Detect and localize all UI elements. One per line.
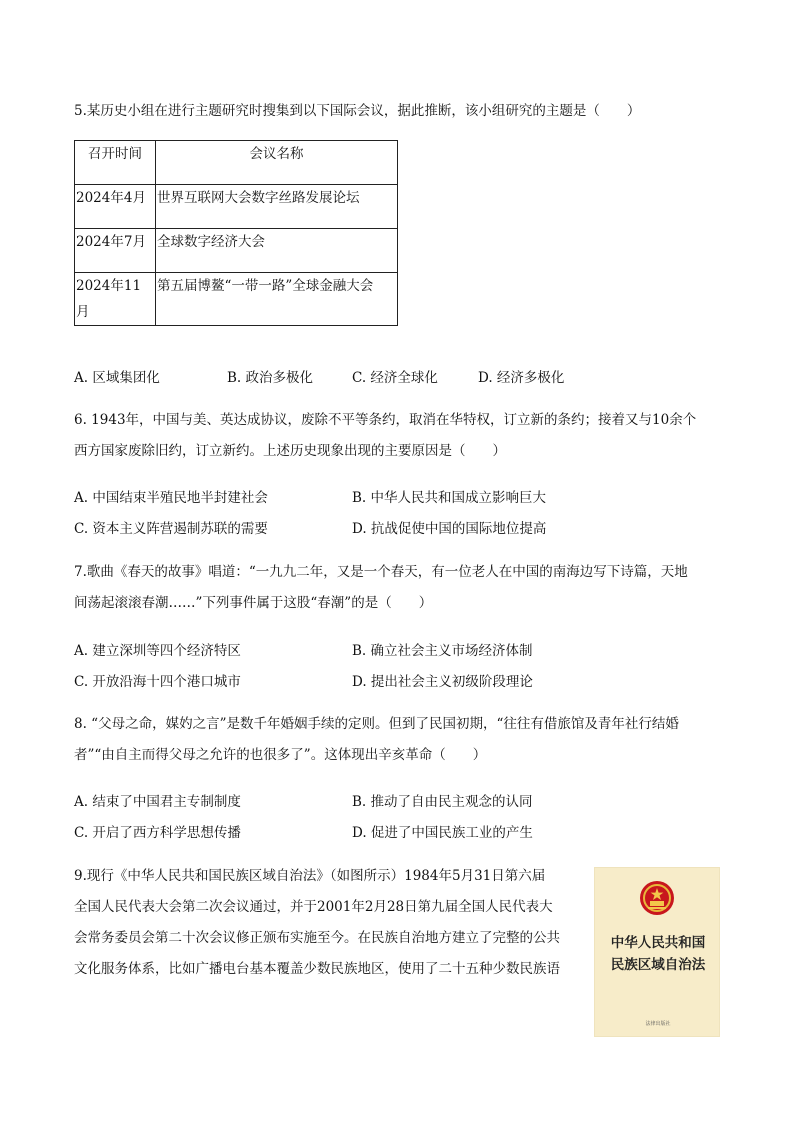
table-cell-time: 2024年4月: [75, 185, 156, 229]
question-8-line-1: 8. “父母之命，媒妁之言”是数千年婚姻手续的定则。但到了民国初期，“往往有借旅馆及青年社行结婚: [74, 716, 679, 732]
q6-option-a[interactable]: A. 中国结束半殖民地半封建社会: [74, 490, 268, 506]
question-6-line-2: 西方国家废除旧约，订立新约。上述历史现象出现的主要原因是（ ）: [74, 443, 506, 459]
q6-option-d[interactable]: D. 抗战促使中国的国际地位提高: [352, 521, 547, 537]
question-7-stem: [74, 557, 724, 619]
q6-option-b[interactable]: B. 中华人民共和国成立影响巨大: [352, 490, 547, 506]
question-7-line-2: 间荡起滚滚春潮……”下列事件属于这股“春潮”的是（ ）: [74, 595, 433, 611]
book-publisher: 法律出版社: [645, 1021, 671, 1027]
table-row: [75, 185, 398, 229]
table-cell-name: 全球数字经济大会: [156, 229, 398, 273]
table-cell-name: 世界互联网大会数字丝路发展论坛: [156, 185, 398, 229]
question-8-stem: [74, 709, 724, 771]
q8-option-c[interactable]: C. 开启了西方科学思想传播: [74, 825, 241, 841]
q7-option-d[interactable]: D. 提出社会主义初级阶段理论: [352, 674, 533, 690]
question-9-line-4: 文化服务体系，比如广播电台基本覆盖少数民族地区，使用了二十五种少数民族语: [74, 961, 560, 977]
question-9-line-1: 9.现行《中华人民共和国民族区域自治法》（如图所示）1984年5月31日第六届: [74, 868, 546, 884]
table-header-row: [75, 141, 398, 185]
book-title-line-1: 中华人民共和国: [610, 935, 706, 951]
table-header-time: 召开时间: [75, 141, 156, 185]
law-book-cover: [594, 867, 720, 1037]
table-header-name: 会议名称: [156, 141, 398, 185]
table-row: [75, 273, 398, 326]
question-6-line-1: 6. 1943年，中国与美、英达成协议，废除不平等条约，取消在华特权，订立新的条约；接着又与10余个: [74, 412, 697, 428]
q8-option-b[interactable]: B. 推动了自由民主观念的认同: [352, 794, 533, 810]
q8-option-d[interactable]: D. 促进了中国民族工业的产生: [352, 825, 533, 841]
table-cell-time: 2024年7月: [75, 229, 156, 273]
q6-option-c[interactable]: C. 资本主义阵营遏制苏联的需要: [74, 521, 268, 537]
national-emblem-icon: [639, 880, 675, 916]
q5-option-c[interactable]: C. 经济全球化: [352, 370, 438, 386]
q5-option-a[interactable]: A. 区域集团化: [74, 370, 160, 386]
question-5-stem: 5.某历史小组在进行主题研究时搜集到以下国际会议，据此推断，该小组研究的主题是（ ）: [74, 103, 641, 119]
table-cell-name: 第五届博鳌“一带一路”全球金融大会: [156, 273, 398, 326]
q5-option-d[interactable]: D. 经济多极化: [478, 370, 565, 386]
q8-option-a[interactable]: A. 结束了中国君主专制制度: [74, 794, 241, 810]
conference-table: [74, 140, 398, 326]
question-8-line-2: 者”“由自主而得父母之允许的也很多了”。这体现出辛亥革命（ ）: [74, 747, 487, 763]
question-9-line-3: 会常务委员会第二十次会议修正颁布实施至今。在民族自治地方建立了完整的公共: [74, 930, 560, 946]
book-title: [595, 932, 721, 976]
question-6-stem: [74, 405, 724, 467]
table-row: [75, 229, 398, 273]
question-7-line-1: 7.歌曲《春天的故事》唱道：“一九九二年，又是一个春天，有一位老人在中国的南海边写下诗篇，天地: [74, 564, 688, 580]
table-cell-time: 2024年11月: [75, 273, 156, 326]
q7-option-c[interactable]: C. 开放沿海十四个港口城市: [74, 674, 241, 690]
question-9-stem: [74, 861, 584, 985]
q7-option-b[interactable]: B. 确立社会主义市场经济体制: [352, 643, 533, 659]
question-9-line-2: 全国人民代表大会第二次会议通过，并于2001年2月28日第九届全国人民代表大: [74, 899, 553, 915]
q5-option-b[interactable]: B. 政治多极化: [227, 370, 314, 386]
q7-option-a[interactable]: A. 建立深圳等四个经济特区: [74, 643, 241, 659]
book-title-line-2: 民族区域自治法: [610, 957, 706, 973]
